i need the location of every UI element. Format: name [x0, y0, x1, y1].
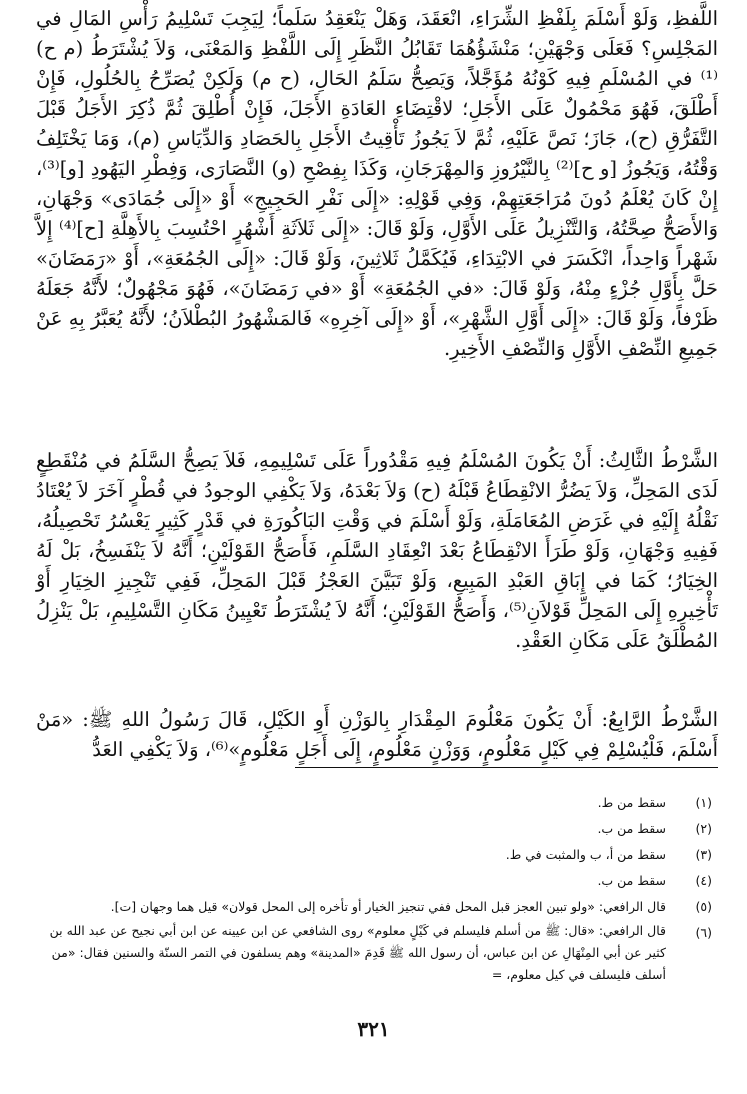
footnote-item — [36, 816, 718, 842]
footnote-text: سقط من ب. — [597, 821, 666, 836]
page-number: ٣٢١ — [357, 1017, 390, 1041]
footnote-text: سقط من ب. — [597, 873, 666, 888]
footnote-item — [36, 868, 718, 894]
footnote-text: قال الرافعي: «قال: ﷺ من أسلم فليسلم في كَيْلٍ معلوم» روى الشافعي عن ابن عيينه عن ابن أبي نجيح عن عبد الله بن كثير عن أبي المِنْهَالِ عن ابن عباس، أن رسول الله ﷺ قَدِمَ «المدينة» وهم يسلفون في التمر السنّة والسنين فقال: «من أسلف فليسلف في كيل معلوم، = — [49, 923, 666, 982]
body-paragraph-1: اللَّفظِ، وَلَوْ أَسْلَمَ بِلَفْظِ الشِّرَاءِ، انْعَقَدَ، وَهَلْ يَنْعَقِدُ سَلَماً؛ لِيَجِبَ تَسْلِيمُ رَأْسِ المَالِ في المَجْلِسِ؟ فَعَلَى وَجْهَيْنِ؛ مَنْشَؤُهُمَا تَقَابُلُ النَّظَرِ إِلَى اللَّفْظِ وَالمَعْنَى، وَلاَ يُشْتَرَطُ (م ح)⁽¹⁾ في المُسْلَمِ فِيهِ كَوْنُهُ مُؤَجَّلاً، وَيَصِحُّ سَلَمُ الحَالِ، (ح م) وَلَكِنْ يُصَرِّحُ بِالحُلُولِ، فَإِنْ أَطْلَقَ، فَهُوَ مَحْمُولٌ عَلَى الأَجَلِ؛ لاقْتِضَاءِ العَادَةِ الأَجَلَ، فَإِنْ أُطْلِقَ ثُمَّ ذُكِرَ الأَجَلُ قَبْلَ التَّفَرُّقِ (ح)، جَازَ؛ نَصَّ عَلَيْهِ، ثُمَّ لاَ يَجُوزُ تَأْقِيتُ الأَجَلِ بِالحَصَادِ وَالدِّيَاسِ (م)، وَمَا يَخْتَلِفُ وَقْتُهُ، وَيَجُوزُ [و ح]⁽²⁾ بِالنَّيْرُوزِ وَالمِهْرَجَانِ، وَكَذَا بِفِصْحِ (و) النَّصَارَى، وَفِطْرِ اليَهُودِ [و]⁽³⁾، إِنْ كَانَ يُعْلَمُ دُونَ مُرَاجَعَتِهِمْ، وَفِي قَوْلِهِ: «إِلَى نَفْرِ الحَجِيجِ» أَوْ «إِلَى جُمَادَى» وَجْهَانِ، وَالأَصَحُّ صِحَّتُهُ، وَالتَّنْزِيلُ عَلَى الأَوَّلِ، وَلَوْ قَالَ: «إِلَى ثَلاَثَةِ أَشْهُرٍ احْتُسِبَ بِالأَهِلَّةِ [ح]⁽⁴⁾ إِلاَّ شَهْراً وَاحِداً، انْكَسَرَ في الابْتِدَاءِ، فَيُكَمَّلُ ثَلاثِينَ، وَلَوْ قَالَ: «إِلَى الجُمُعَةِ»، أَوْ «رَمَضَانَ» حَلَّ بِأَوَّلِ جُزْءٍ مِنْهُ، وَلَوْ قَالَ: «في الجُمُعَةِ» أَوْ «في رَمَضَانَ»، فَهُوَ مَجْهُولٌ؛ لأَنَّهُ جَعَلَهُ ظَرْفاً، وَلَوْ قَالَ: «إِلَى أَوَّلِ الشَّهْرِ»، أَوْ «إِلَى آخِرِهِ» فَالمَشْهُورُ البُطْلاَنُ؛ لأَنَّهُ يُعَبَّرُ بِهِ عَنْ جَمِيعِ النِّصْفِ الأَوَّلِ وَالنِّصْفِ الأَخِيرِ. — [36, 7, 719, 360]
body-paragraph-3: الشَّرْطُ الرَّابِعُ: أَنْ يَكُونَ مَعْلُومَ المِقْدَارِ بِالوَزْنِ أَوِ الكَيْلِ، قَالَ رَسُولُ اللهِ ﷺ: «مَنْ أَسْلَمَ، فَلْيُسْلِمْ فِي كَيْلٍ مَعْلُومٍ، وَوَزْنٍ مَعْلُومٍ، إِلَى أَجَلٍ مَعْلُومٍ»⁽⁶⁾، وَلاَ يَكْفِي العَدُّ — [36, 708, 718, 761]
body-paragraph-2: الشَّرْطُ الثَّالِثُ: أَنْ يَكُونَ المُسْلَمُ فِيهِ مَقْدُوراً عَلَى تَسْلِيمِهِ، فَلاَ يَصِحُّ السَّلَمُ في مُنْقَطِعٍ لَدَى المَحِلِّ، وَلاَ يَضُرُّ الانْقِطَاعُ قَبْلَهُ (ح) وَلاَ بَعْدَهُ، وَلاَ يَكْفِي الوجودُ في قُطْرٍ آخَرَ لاَ يُعْتَادُ نَقْلُهُ إِلَيْهِ في غَرَضِ المُعَامَلَةِ، وَلَوْ أَسْلَمَ في وَقْتِ البَاكُورَةِ في قَدْرٍ كَثِيرٍ يَعْسُرُ تَحْصِيلُهُ، فَفِيهِ وَجْهَانِ، وَلَوْ طَرَأَ الانْقِطَاعُ بَعْدَ انْعِقَادِ السَّلَمِ، فَأَصَحُّ القَوْلَيْنِ؛ أَنَّهُ لاَ يَنْفَسِخُ، بَلْ لَهُ الخِيَارُ؛ كَمَا في إِبَاقِ العَبْدِ المَبِيعِ، وَلَوْ تَبَيَّنَ العَجْزُ قَبْلَ المَحِلِّ، فَفِي تَنْجِيزِ الخِيَارِ أَوْ تَأْخِيرِهِ إِلَى المَحِلِّ قَوْلاَنِ⁽⁵⁾، وَأَصَحُّ القَوْلَيْنِ؛ أَنَّهُ لاَ يُشْتَرَطُ تَعْيِينُ مَكَانِ التَّسْلِيمِ، بَلْ يَنْزِلُ المُطْلَقُ عَلَى مَكَانِ العَقْدِ. — [36, 449, 719, 652]
footnote-number: (٥) — [695, 899, 712, 914]
footnote-number: (٢) — [695, 821, 712, 836]
footnote-number: (١) — [695, 795, 712, 810]
footnote-item — [36, 920, 718, 986]
footnotes-list — [36, 790, 718, 986]
footnote-number: (٣) — [695, 847, 712, 862]
footnote-number: (٦) — [695, 925, 712, 940]
footnote-item — [36, 790, 718, 816]
footnote-text: قال الرافعي: «ولو تبين العجز قبل المحل ففي تنجيز الخيار أو تأخره إلى المحل قولان» قيل هما وجهان [ت]. — [110, 899, 666, 914]
footnote-item — [36, 842, 718, 868]
footnote-text: سقط من أ، ب والمثبت في ط. — [505, 847, 666, 862]
footnote-text: سقط من ط. — [597, 795, 666, 810]
footnote-divider — [295, 767, 718, 768]
footnote-item — [36, 894, 718, 920]
footnote-number: (٤) — [695, 873, 712, 888]
